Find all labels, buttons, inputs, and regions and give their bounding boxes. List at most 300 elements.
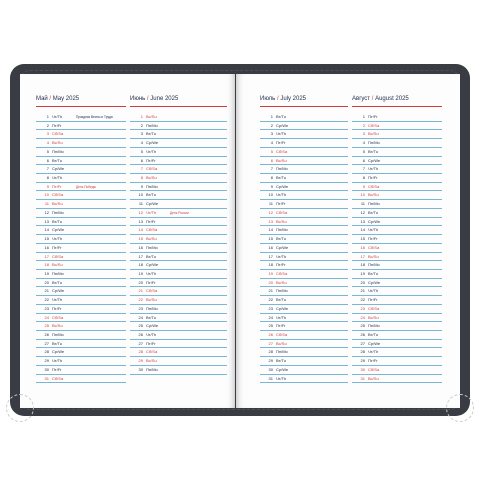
weekday-label: Сб/Sa [146, 227, 158, 233]
holiday-note: Праздник Весны и Труда [76, 115, 113, 119]
weekday-label: Пн/Mo [146, 183, 158, 189]
day-row [36, 113, 126, 122]
day-number: 26 [138, 331, 143, 337]
day-row [36, 200, 126, 209]
day-number: 25 [138, 323, 143, 329]
weekday-label: Чт/Th [52, 175, 63, 181]
day-list [36, 113, 126, 383]
day-row [36, 305, 126, 314]
day-number: 19 [268, 270, 273, 276]
weekday-label: Чт/Th [276, 314, 287, 320]
weekday-label: Пн/Mo [146, 305, 158, 311]
day-number: 19 [138, 270, 143, 276]
day-number: 6 [362, 157, 365, 163]
month-name-en: July 2025 [280, 96, 307, 102]
weekday-label: Пн/Mo [146, 366, 158, 372]
weekday-label: Пт/Fr [52, 122, 62, 128]
day-row [352, 148, 442, 157]
day-row [36, 139, 126, 148]
weekday-label: Вс/Su [52, 323, 63, 329]
day-row [36, 244, 126, 253]
day-row [352, 253, 442, 262]
day-row [260, 331, 348, 340]
day-number: 31 [44, 375, 49, 381]
weekday-label: Ср/We [146, 201, 159, 207]
day-number: 19 [44, 270, 49, 276]
day-row [36, 261, 126, 270]
weekday-label: Чт/Th [146, 148, 157, 154]
weekday-label: Ср/We [52, 227, 65, 233]
day-row [260, 296, 348, 305]
day-row [36, 218, 126, 227]
day-number: 10 [360, 192, 365, 198]
day-number: 22 [268, 297, 273, 303]
day-number: 6 [140, 157, 143, 163]
day-row [130, 235, 227, 244]
weekday-label: Сб/Sa [52, 192, 64, 198]
day-number: 30 [44, 366, 49, 372]
weekday-label: Ср/We [276, 183, 289, 189]
day-row [36, 226, 126, 235]
day-number: 25 [360, 323, 365, 329]
day-row [260, 200, 348, 209]
day-row [352, 209, 442, 218]
weekday-label: Вт/Tu [146, 253, 156, 259]
day-number: 7 [270, 166, 273, 172]
weekday-label: Сб/Sa [276, 331, 288, 337]
day-number: 2 [362, 122, 365, 128]
day-number: 3 [270, 131, 273, 137]
weekday-label: Пт/Fr [368, 358, 378, 364]
weekday-label: Сб/Sa [368, 183, 380, 189]
day-number: 11 [138, 201, 143, 207]
weekday-label: Пн/Mo [368, 201, 380, 207]
day-number: 2 [270, 122, 273, 128]
day-number: 29 [138, 358, 143, 364]
day-row [352, 183, 442, 192]
day-number: 16 [268, 244, 273, 250]
day-row [260, 130, 348, 139]
day-row [36, 165, 126, 174]
weekday-label: Ср/We [368, 279, 381, 285]
day-row [352, 157, 442, 166]
day-row [260, 235, 348, 244]
day-row [36, 122, 126, 131]
day-row [260, 244, 348, 253]
day-row [260, 113, 348, 122]
weekday-label: Вс/Su [52, 262, 63, 268]
day-number: 3 [140, 131, 143, 137]
weekday-label: Вт/Tu [368, 148, 378, 154]
day-row [36, 287, 126, 296]
month-rule [352, 106, 442, 107]
weekday-label: Пн/Mo [52, 148, 64, 154]
day-row [260, 314, 348, 323]
weekday-label: Пн/Mo [368, 140, 380, 146]
day-number: 27 [360, 340, 365, 346]
weekday-label: Вс/Su [276, 279, 287, 285]
month-name: Август [352, 96, 371, 102]
day-number: 30 [138, 366, 143, 372]
day-number: 28 [44, 349, 49, 355]
day-number: 8 [270, 175, 273, 181]
day-number: 30 [268, 366, 273, 372]
weekday-label: Пн/Mo [368, 262, 380, 268]
weekday-label: Вс/Su [52, 140, 63, 146]
day-row [130, 113, 227, 122]
day-number: 9 [362, 183, 365, 189]
month-july [260, 94, 348, 383]
weekday-label: Вс/Su [146, 297, 157, 303]
day-row [352, 174, 442, 183]
weekday-label: Вт/Tu [276, 297, 286, 303]
day-row [352, 348, 442, 357]
day-row [36, 314, 126, 323]
day-row [130, 279, 227, 288]
month-rule [130, 106, 227, 107]
day-row [130, 244, 227, 253]
day-row [260, 226, 348, 235]
weekday-label: Пт/Fr [146, 218, 156, 224]
weekday-label: Ср/We [276, 244, 289, 250]
day-row [352, 165, 442, 174]
day-number: 23 [44, 305, 49, 311]
day-row [352, 139, 442, 148]
day-number: 12 [268, 209, 273, 215]
day-number: 11 [44, 201, 49, 207]
day-row [352, 226, 442, 235]
weekday-label: Пт/Fr [276, 262, 286, 268]
weekday-label: Вс/Su [146, 175, 157, 181]
day-number: 16 [44, 244, 49, 250]
day-number: 17 [268, 253, 273, 259]
day-number: 23 [268, 305, 273, 311]
weekday-label: Сб/Sa [368, 366, 380, 372]
day-row [36, 357, 126, 366]
day-number: 25 [268, 323, 273, 329]
weekday-label: Пн/Mo [52, 270, 64, 276]
weekday-label: Сб/Sa [146, 166, 158, 172]
day-number: 24 [44, 314, 49, 320]
day-row [260, 305, 348, 314]
day-number: 13 [44, 218, 49, 224]
day-list [260, 113, 348, 383]
day-number: 15 [360, 236, 365, 242]
day-row [260, 270, 348, 279]
day-number: 10 [44, 192, 49, 198]
day-number: 7 [362, 166, 365, 172]
day-number: 21 [360, 288, 365, 294]
weekday-label: Пт/Fr [276, 140, 286, 146]
day-row [36, 130, 126, 139]
day-row [352, 314, 442, 323]
day-number: 24 [138, 314, 143, 320]
day-number: 11 [268, 201, 273, 207]
day-number: 16 [138, 244, 143, 250]
day-number: 26 [268, 331, 273, 337]
weekday-label: Вс/Su [368, 253, 379, 259]
day-number: 17 [138, 253, 143, 259]
day-number: 1 [362, 114, 365, 119]
right-page [236, 74, 460, 408]
weekday-label: Вт/Tu [276, 175, 286, 181]
weekday-label: Вс/Su [368, 375, 379, 381]
weekday-label: Чт/Th [368, 166, 379, 172]
day-number: 12 [138, 209, 143, 215]
weekday-label: Пн/Mo [368, 323, 380, 329]
day-row [260, 157, 348, 166]
day-row [260, 174, 348, 183]
day-number: 13 [268, 218, 273, 224]
weekday-label: Чт/Th [52, 297, 63, 303]
day-number: 21 [44, 288, 49, 294]
day-row [36, 340, 126, 349]
weekday-label: Вт/Tu [146, 192, 156, 198]
day-number: 17 [44, 253, 49, 259]
weekday-label: Сб/Sa [52, 375, 64, 381]
weekday-label: Ср/We [52, 349, 65, 355]
weekday-label: Чт/Th [276, 253, 287, 259]
day-row [352, 261, 442, 270]
day-row [352, 270, 442, 279]
month-june [130, 94, 227, 375]
weekday-label: Пт/Fr [52, 183, 62, 189]
weekday-label: Сб/Sa [368, 244, 380, 250]
month-may [36, 94, 126, 383]
weekday-label: Пт/Fr [146, 157, 156, 163]
day-row [130, 287, 227, 296]
day-number: 18 [360, 262, 365, 268]
day-number: 4 [46, 140, 49, 146]
weekday-label: Сб/Sa [368, 305, 380, 311]
weekday-label: Чт/Th [276, 131, 287, 137]
day-row [130, 174, 227, 183]
day-number: 30 [360, 366, 365, 372]
day-number: 8 [46, 175, 49, 181]
month-title: Июль / July 2025 [260, 96, 307, 102]
day-row [130, 261, 227, 270]
day-number: 3 [362, 131, 365, 137]
day-number: 5 [46, 148, 49, 154]
weekday-label: Ср/We [368, 218, 381, 224]
day-number: 29 [360, 358, 365, 364]
day-number: 23 [138, 305, 143, 311]
weekday-label: Вс/Su [146, 114, 157, 119]
day-number: 17 [360, 253, 365, 259]
day-row [352, 375, 442, 384]
weekday-label: Ср/We [146, 140, 159, 146]
day-number: 27 [44, 340, 49, 346]
day-number: 28 [268, 349, 273, 355]
day-number: 13 [360, 218, 365, 224]
day-row [260, 122, 348, 131]
day-number: 12 [44, 209, 49, 215]
day-number: 11 [360, 201, 365, 207]
day-row [130, 340, 227, 349]
day-row [352, 235, 442, 244]
month-name-en: May 2025 [52, 96, 80, 102]
weekday-label: Вт/Tu [368, 270, 378, 276]
weekday-label: Чт/Th [368, 227, 379, 233]
holiday-note: День Победы [76, 184, 96, 189]
weekday-label: Сб/Sa [52, 131, 64, 137]
weekday-label: Вт/Tu [368, 209, 378, 215]
weekday-label: Вт/Tu [52, 279, 62, 285]
day-number: 5 [270, 148, 273, 154]
day-row [130, 270, 227, 279]
day-number: 27 [268, 340, 273, 346]
day-number: 5 [362, 148, 365, 154]
weekday-label: Пт/Fr [52, 366, 62, 372]
day-row [352, 331, 442, 340]
day-row [130, 314, 227, 323]
weekday-label: Чт/Th [368, 288, 379, 294]
month-title: Август / August 2025 [352, 96, 409, 102]
weekday-label: Вт/Tu [276, 358, 286, 364]
day-row [352, 366, 442, 375]
weekday-label: Вт/Tu [146, 314, 156, 320]
weekday-label: Пт/Fr [146, 340, 156, 346]
day-row [260, 287, 348, 296]
day-number: 29 [268, 358, 273, 364]
day-number: 19 [360, 270, 365, 276]
weekday-label: Вт/Tu [146, 131, 156, 137]
weekday-label: Чт/Th [146, 331, 157, 337]
weekday-label: Вс/Su [146, 358, 157, 364]
weekday-label: Чт/Th [52, 114, 63, 119]
weekday-label: Чт/Th [52, 236, 63, 242]
weekday-label: Пт/Fr [52, 244, 62, 250]
day-row [260, 148, 348, 157]
day-row [260, 279, 348, 288]
day-row [36, 235, 126, 244]
weekday-label: Пт/Fr [368, 236, 378, 242]
day-row [130, 296, 227, 305]
day-number: 14 [138, 227, 143, 233]
corner-pocket-line [446, 394, 474, 422]
weekday-label: Сб/Sa [368, 122, 380, 128]
weekday-label: Вт/Tu [276, 114, 286, 119]
month-name-en: June 2025 [150, 96, 179, 102]
day-row [260, 165, 348, 174]
day-row [36, 183, 126, 192]
day-row [130, 331, 227, 340]
day-number: 27 [138, 340, 143, 346]
day-number: 22 [44, 297, 49, 303]
day-row [130, 122, 227, 131]
day-row [352, 357, 442, 366]
day-number: 10 [138, 192, 143, 198]
day-number: 2 [46, 122, 49, 128]
day-number: 31 [360, 375, 365, 381]
day-number: 29 [44, 358, 49, 364]
day-number: 20 [138, 279, 143, 285]
day-row [36, 209, 126, 218]
day-number: 1 [46, 114, 49, 119]
day-number: 24 [360, 314, 365, 320]
day-row [36, 322, 126, 331]
day-number: 4 [362, 140, 365, 146]
month-name: Июнь [130, 96, 146, 102]
day-row [130, 157, 227, 166]
day-row [260, 261, 348, 270]
day-row [352, 322, 442, 331]
month-august [352, 94, 442, 383]
weekday-label: Вс/Su [276, 157, 287, 163]
day-row [36, 270, 126, 279]
day-row [130, 139, 227, 148]
month-name: Май [36, 96, 48, 102]
day-row [36, 157, 126, 166]
day-row [260, 183, 348, 192]
month-rule [36, 106, 126, 107]
weekday-label: Ср/We [276, 122, 289, 128]
day-row [130, 253, 227, 262]
weekday-label: Сб/Sa [146, 288, 158, 294]
day-row [260, 191, 348, 200]
day-number: 26 [44, 331, 49, 337]
weekday-label: Пт/Fr [146, 279, 156, 285]
day-row [36, 331, 126, 340]
weekday-label: Пн/Mo [52, 331, 64, 337]
weekday-label: Ср/We [368, 157, 381, 163]
day-row [36, 148, 126, 157]
month-title: Июнь / June 2025 [130, 96, 179, 102]
weekday-label: Пт/Fr [368, 297, 378, 303]
day-row [260, 322, 348, 331]
month-rule [260, 106, 348, 107]
day-row [36, 279, 126, 288]
day-number: 6 [270, 157, 273, 163]
weekday-label: Пн/Mo [276, 227, 288, 233]
day-row [352, 130, 442, 139]
day-number: 9 [46, 183, 49, 189]
day-number: 14 [360, 227, 365, 233]
day-number: 5 [140, 148, 143, 154]
day-number: 8 [140, 175, 143, 181]
weekday-label: Чт/Th [146, 209, 157, 215]
day-number: 20 [44, 279, 49, 285]
month-name: Июль [260, 96, 276, 102]
month-title: Май / May 2025 [36, 96, 80, 102]
day-row [352, 191, 442, 200]
day-row [130, 322, 227, 331]
day-number: 15 [268, 236, 273, 242]
weekday-label: Пт/Fr [368, 114, 378, 119]
day-number: 26 [360, 331, 365, 337]
day-number: 18 [268, 262, 273, 268]
weekday-label: Пт/Fr [368, 175, 378, 181]
corner-pocket-line [6, 394, 34, 422]
day-row [36, 253, 126, 262]
weekday-label: Вс/Su [368, 314, 379, 320]
weekday-label: Ср/We [276, 366, 289, 372]
day-row [36, 348, 126, 357]
day-row [260, 209, 348, 218]
day-number: 31 [268, 375, 273, 381]
weekday-label: Вс/Su [276, 340, 287, 346]
day-number: 25 [44, 323, 49, 329]
day-row [130, 209, 227, 218]
day-number: 22 [360, 297, 365, 303]
day-row [260, 253, 348, 262]
day-number: 28 [360, 349, 365, 355]
day-number: 15 [44, 236, 49, 242]
day-row [130, 218, 227, 227]
weekday-label: Пн/Mo [276, 288, 288, 294]
weekday-label: Чт/Th [52, 358, 63, 364]
weekday-label: Вс/Su [52, 201, 63, 207]
